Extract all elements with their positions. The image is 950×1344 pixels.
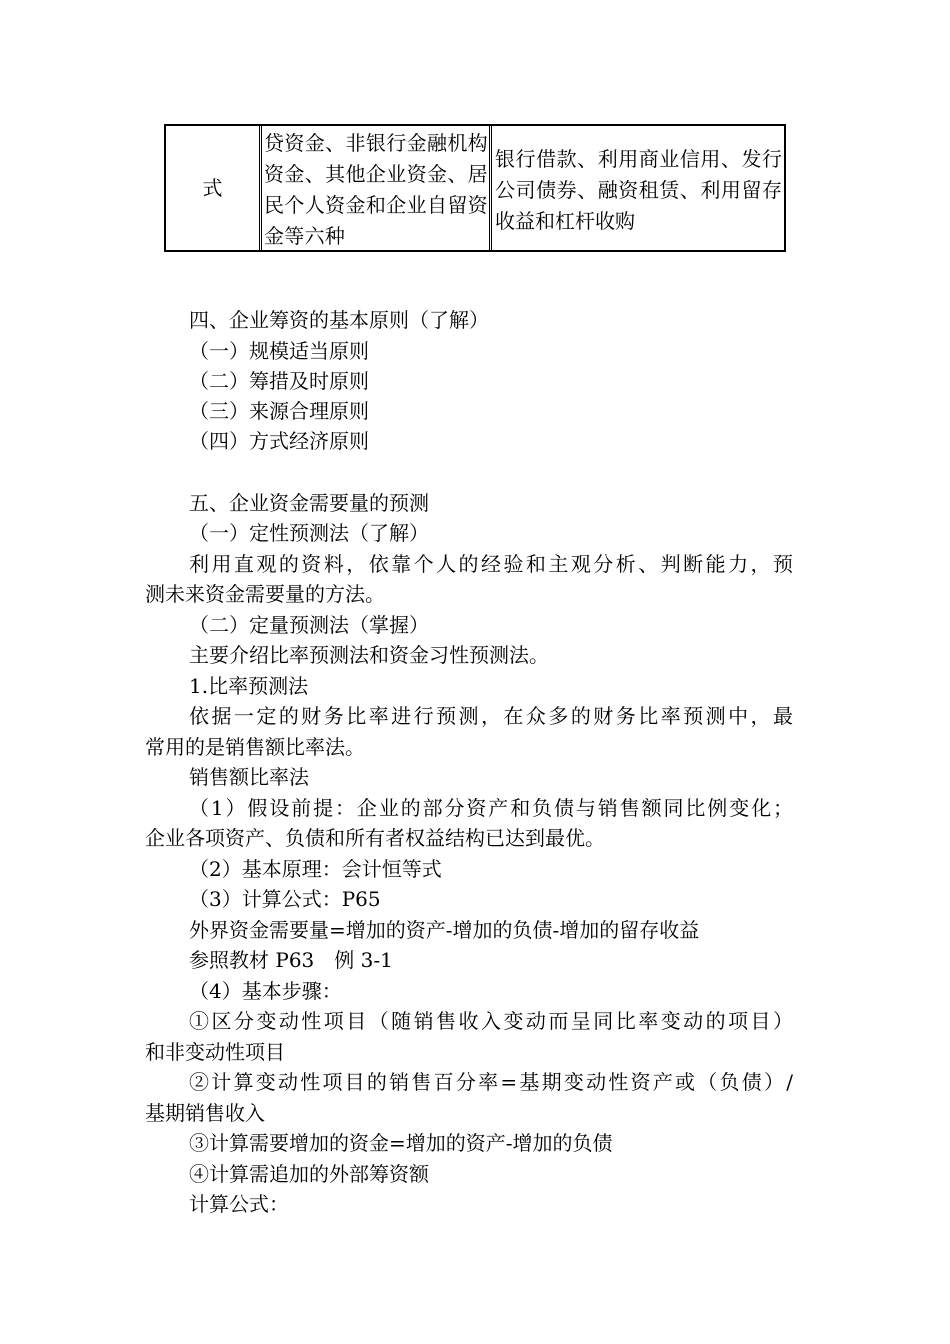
funding-table [164, 124, 786, 252]
paragraph-line: 测未来资金需要量的方法。 [145, 582, 385, 606]
paragraph-line: 企业各项资产、负债和所有者权益结构已达到最优。 [145, 826, 605, 850]
step-line: ④计算需追加的外部筹资额 [189, 1162, 429, 1186]
paragraph-line: 计算公式： [189, 1192, 289, 1216]
step-line: ①区分变动性项目（随销售收入变动而呈同比率变动的项目） [189, 1009, 793, 1033]
paragraph-line: （2）基本原理：会计恒等式 [189, 857, 442, 881]
list-item: （三）来源合理原则 [189, 399, 369, 423]
subheading: 1.比率预测法 [189, 674, 309, 698]
step-line: 和非变动性项目 [145, 1040, 285, 1064]
section-heading-principles: 四、企业筹资的基本原则（了解） [189, 308, 489, 332]
list-item: （一）规模适当原则 [189, 339, 369, 363]
paragraph-line: （1）假设前提：企业的部分资产和负债与销售额同比例变化； [189, 796, 793, 820]
subheading: （二）定量预测法（掌握） [189, 613, 429, 637]
section-heading-forecast: 五、企业资金需要量的预测 [189, 491, 429, 515]
list-item: （四）方式经济原则 [189, 429, 369, 453]
reference-line: 参照教材 P63 例 3-1 [189, 948, 393, 972]
paragraph-line: 主要介绍比率预测法和资金习性预测法。 [189, 643, 549, 667]
table-cell-label: 式 [166, 126, 262, 250]
subheading: 销售额比率法 [189, 765, 309, 789]
subheading: （一）定性预测法（了解） [189, 521, 429, 545]
formula-line: 外界资金需要量=增加的资产-增加的负债-增加的留存收益 [189, 918, 700, 942]
list-item: （二）筹措及时原则 [189, 369, 369, 393]
table-cell-methods: 银行借款、利用商业信用、发行公司债券、融资租赁、利用留存收益和杠杆收购 [495, 147, 782, 233]
paragraph-line: 常用的是销售额比率法。 [145, 735, 365, 759]
step-line: ②计算变动性项目的销售百分率=基期变动性资产或（负债）/ [189, 1070, 793, 1094]
step-line: ③计算需要增加的资金=增加的资产-增加的负债 [189, 1131, 613, 1155]
table-cell-sources: 贷资金、非银行金融机构资金、其他企业资金、居民个人资金和企业自留资金等六种 [262, 126, 492, 250]
paragraph-line: 依据一定的财务比率进行预测，在众多的财务比率预测中，最 [189, 704, 793, 728]
step-line: 基期销售收入 [145, 1101, 265, 1125]
paragraph-line: （3）计算公式：P65 [189, 887, 381, 911]
paragraph-line: 利用直观的资料，依靠个人的经验和主观分析、判断能力，预 [189, 552, 793, 576]
paragraph-line: （4）基本步骤： [189, 979, 342, 1003]
